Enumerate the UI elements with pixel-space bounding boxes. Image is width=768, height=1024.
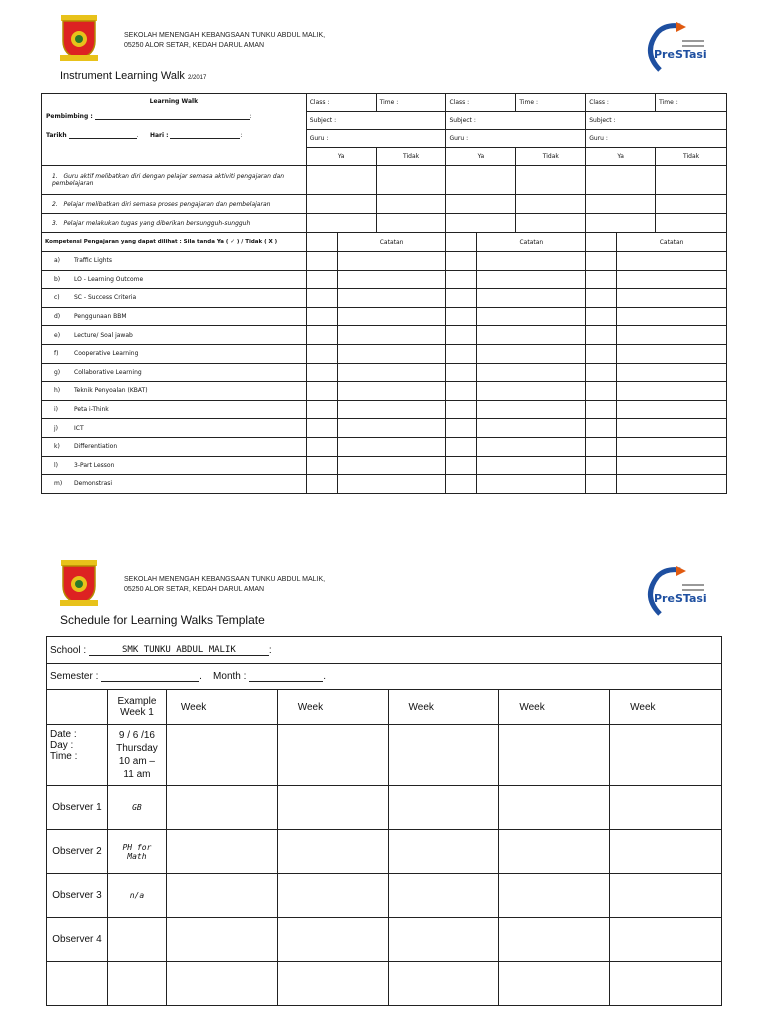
competency-letter: g): [54, 368, 61, 376]
ya-cell[interactable]: [586, 475, 617, 494]
competency-label: ICT: [74, 424, 84, 432]
school-colon: :: [268, 644, 272, 656]
observer-example: PH for Math: [107, 830, 166, 874]
hari-label: Hari :: [149, 132, 169, 139]
check-cell[interactable]: [656, 166, 727, 195]
ya-cell[interactable]: [446, 400, 477, 419]
catatan-cell[interactable]: [617, 289, 727, 308]
svg-text:PreSTasi: PreSTasi: [654, 592, 706, 605]
observer-label: Observer 4: [47, 918, 108, 962]
competency-row: [42, 252, 727, 271]
school-crest: [58, 15, 100, 61]
schedule-cell[interactable]: [166, 786, 277, 830]
ya-cell[interactable]: [446, 475, 477, 494]
schedule-cell[interactable]: [277, 874, 388, 918]
school-field[interactable]: SMK TUNKU ABDUL MALIK: [89, 645, 269, 656]
school-address: 05250 ALOR SETAR, KEDAH DARUL AMAN: [124, 42, 265, 49]
ya-cell[interactable]: [586, 344, 617, 363]
competency-row: [42, 382, 727, 401]
observer-example: n/a: [107, 874, 166, 918]
ya-cell[interactable]: [306, 382, 337, 401]
ya-cell[interactable]: [306, 475, 337, 494]
catatan-cell[interactable]: [617, 382, 727, 401]
competency-label: Differentiation: [74, 443, 118, 451]
catatan-cell[interactable]: [617, 437, 727, 456]
ya-cell[interactable]: [586, 419, 617, 438]
example-date-cell: [107, 725, 166, 786]
ya-cell[interactable]: [446, 326, 477, 345]
ya-cell[interactable]: [586, 400, 617, 419]
catatan-header-2: Catatan: [477, 233, 586, 252]
check-cell[interactable]: [586, 214, 656, 233]
catatan-cell[interactable]: [617, 363, 727, 382]
school-crest: [58, 560, 100, 606]
schedule-cell[interactable]: [610, 962, 722, 1006]
catatan-cell[interactable]: [617, 475, 727, 494]
schedule-cell[interactable]: [277, 830, 388, 874]
observer-example: GB: [107, 786, 166, 830]
catatan-cell[interactable]: [337, 419, 446, 438]
ya-cell[interactable]: [446, 344, 477, 363]
observer-label: Observer 3: [47, 874, 108, 918]
month-dot: .: [323, 671, 326, 682]
catatan-cell[interactable]: [337, 326, 446, 345]
catatan-cell[interactable]: [477, 419, 586, 438]
schedule-cell[interactable]: [277, 786, 388, 830]
check-cell[interactable]: [586, 195, 656, 214]
schedule-cell[interactable]: [166, 830, 277, 874]
competency-row: [42, 475, 727, 494]
day-label: Day :: [50, 740, 74, 751]
hari-colon: :: [240, 132, 243, 139]
pembimbing-colon: :: [249, 113, 252, 120]
ya-cell[interactable]: [586, 382, 617, 401]
schedule-cell[interactable]: [388, 786, 499, 830]
check-cell[interactable]: [446, 195, 516, 214]
ya-cell[interactable]: [446, 307, 477, 326]
page1-title: Instrument Learning Walk: [60, 70, 185, 82]
tarikh-dot: .: [136, 132, 139, 139]
week-header-5: Week: [610, 690, 722, 725]
competency-row: [42, 419, 727, 438]
schedule-cell[interactable]: [277, 918, 388, 962]
subject-cell-2[interactable]: Subject :: [446, 112, 586, 130]
competency-letter: f): [54, 350, 59, 358]
date-label: Date :: [50, 729, 77, 740]
catatan-cell[interactable]: [477, 400, 586, 419]
ya-cell[interactable]: [306, 437, 337, 456]
catatan-cell[interactable]: [617, 456, 727, 475]
catatan-cell[interactable]: [617, 344, 727, 363]
class-cell-1[interactable]: Class :: [306, 94, 376, 112]
observer-row: [47, 786, 722, 830]
ya-cell[interactable]: [446, 252, 477, 271]
tidak-header-1: Tidak: [376, 148, 446, 166]
check-cell[interactable]: [306, 214, 376, 233]
catatan-cell[interactable]: [477, 289, 586, 308]
guru-cell-1[interactable]: Guru :: [306, 130, 446, 148]
competency-row: [42, 270, 727, 289]
ya-cell[interactable]: [446, 363, 477, 382]
observer-row: [47, 918, 722, 962]
catatan-cell[interactable]: [477, 326, 586, 345]
ya-cell[interactable]: [306, 363, 337, 382]
catatan-cell[interactable]: [337, 344, 446, 363]
tarikh-label: Tarikh: [46, 132, 67, 139]
ya-cell[interactable]: [306, 252, 337, 271]
school-address: 05250 ALOR SETAR, KEDAH DARUL AMAN: [124, 586, 265, 593]
tidak-header-3: Tidak: [656, 148, 727, 166]
statement-text: Guru aktif melibatkan diri dengan pelajar semasa aktiviti pengajaran dan pembelajaran: [52, 173, 285, 187]
catatan-cell[interactable]: [337, 252, 446, 271]
observer-example: [107, 918, 166, 962]
statement-row: [42, 166, 727, 195]
competency-label: Demonstrasi: [74, 480, 113, 488]
schedule-table: [46, 636, 722, 1006]
schedule-cell[interactable]: [499, 874, 610, 918]
catatan-cell[interactable]: [337, 289, 446, 308]
week-header-4: Week: [499, 690, 610, 725]
school-name: SEKOLAH MENENGAH KEBANGSAAN TUNKU ABDUL MALIK,: [124, 32, 326, 39]
observer-label: Observer 1: [47, 786, 108, 830]
catatan-cell[interactable]: [617, 419, 727, 438]
ya-cell[interactable]: [306, 270, 337, 289]
catatan-cell[interactable]: [337, 400, 446, 419]
ya-cell[interactable]: [586, 363, 617, 382]
check-cell[interactable]: [516, 195, 586, 214]
tidak-header-2: Tidak: [516, 148, 586, 166]
competency-row: [42, 437, 727, 456]
schedule-cell[interactable]: [610, 874, 722, 918]
competency-label: Peta i-Think: [74, 406, 109, 414]
check-cell[interactable]: [376, 166, 446, 195]
catatan-cell[interactable]: [617, 270, 727, 289]
schedule-cell[interactable]: [499, 830, 610, 874]
semester-field[interactable]: [101, 681, 199, 682]
page2-title: Schedule for Learning Walks Template: [60, 613, 265, 627]
ya-cell[interactable]: [586, 289, 617, 308]
schedule-cell[interactable]: [610, 830, 722, 874]
competency-label: Penggunaan BBM: [74, 313, 127, 321]
catatan-cell[interactable]: [617, 326, 727, 345]
check-cell[interactable]: [446, 166, 516, 195]
hari-field[interactable]: [170, 138, 240, 139]
empty-cell[interactable]: [107, 962, 166, 1006]
competency-label: Lecture/ Soal jawab: [74, 331, 133, 339]
example-time-start: 10 am –: [118, 756, 155, 767]
catatan-cell[interactable]: [477, 475, 586, 494]
corner-cell: [47, 690, 108, 725]
check-cell[interactable]: [586, 166, 656, 195]
statement-row: [42, 214, 727, 233]
month-label: Month :: [213, 671, 247, 682]
example-week-header: Example Week 1: [107, 690, 166, 725]
ya-cell[interactable]: [446, 437, 477, 456]
ya-cell[interactable]: [446, 419, 477, 438]
semester-label: Semester :: [50, 671, 99, 682]
catatan-header-1: Catatan: [337, 233, 446, 252]
ya-cell[interactable]: [586, 456, 617, 475]
check-cell[interactable]: [656, 195, 727, 214]
time-label: Time :: [50, 751, 78, 762]
catatan-cell[interactable]: [477, 307, 586, 326]
ya-cell[interactable]: [586, 326, 617, 345]
ya-cell[interactable]: [306, 233, 337, 252]
ya-cell[interactable]: [586, 307, 617, 326]
subject-cell-3[interactable]: Subject :: [586, 112, 727, 130]
ya-cell[interactable]: [306, 419, 337, 438]
catatan-cell[interactable]: [617, 400, 727, 419]
competency-label: 3-Part Lesson: [74, 461, 115, 469]
catatan-cell[interactable]: [477, 270, 586, 289]
catatan-cell[interactable]: [477, 437, 586, 456]
catatan-cell[interactable]: [337, 270, 446, 289]
ya-cell[interactable]: [586, 437, 617, 456]
schedule-cell[interactable]: [499, 962, 610, 1006]
competency-row: [42, 344, 727, 363]
schedule-cell[interactable]: [388, 725, 499, 786]
schedule-cell[interactable]: [166, 874, 277, 918]
guru-cell-3[interactable]: Guru :: [586, 130, 727, 148]
ya-header-3: Ya: [586, 148, 656, 166]
ya-cell[interactable]: [306, 326, 337, 345]
schedule-cell[interactable]: [610, 918, 722, 962]
ya-header-2: Ya: [446, 148, 516, 166]
competency-label: Collaborative Learning: [74, 368, 142, 376]
schedule-cell[interactable]: [610, 725, 722, 786]
guru-cell-2[interactable]: Guru :: [446, 130, 586, 148]
learning-walk-table: [41, 93, 727, 494]
observer-label: Observer 2: [47, 830, 108, 874]
competency-row: [42, 400, 727, 419]
week-header-3: Week: [388, 690, 499, 725]
example-day: Thursday: [116, 743, 158, 754]
schedule-cell[interactable]: [499, 786, 610, 830]
competency-letter: a): [54, 257, 61, 265]
catatan-cell[interactable]: [337, 363, 446, 382]
example-time-end: 11 am: [123, 769, 151, 780]
ya-header-1: Ya: [306, 148, 376, 166]
semester-dot: .: [199, 671, 202, 682]
schedule-cell[interactable]: [499, 725, 610, 786]
schedule-cell[interactable]: [277, 962, 388, 1006]
catatan-cell[interactable]: [337, 475, 446, 494]
statement-number: 2.: [52, 200, 58, 208]
statement-row: [42, 195, 727, 214]
catatan-cell[interactable]: [337, 456, 446, 475]
week-header-2: Week: [277, 690, 388, 725]
competency-label: Teknik Penyoalan (KBAT): [74, 387, 148, 395]
date-day-time-label: [47, 725, 108, 786]
page1-title-suffix: 2/2017: [188, 75, 207, 81]
schedule-cell[interactable]: [166, 918, 277, 962]
catatan-cell[interactable]: [337, 307, 446, 326]
competency-letter: e): [54, 331, 61, 339]
catatan-header-3: Catatan: [617, 233, 727, 252]
statement-text: Pelajar melakukan tugas yang diberikan bersungguh-sungguh: [63, 219, 251, 227]
schedule-cell[interactable]: [166, 725, 277, 786]
ya-cell[interactable]: [306, 400, 337, 419]
catatan-cell[interactable]: [337, 437, 446, 456]
catatan-cell[interactable]: [477, 363, 586, 382]
ya-cell[interactable]: [446, 270, 477, 289]
schedule-cell[interactable]: [166, 962, 277, 1006]
schedule-cell[interactable]: [388, 830, 499, 874]
competency-row: [42, 326, 727, 345]
ya-cell[interactable]: [306, 289, 337, 308]
check-cell[interactable]: [376, 214, 446, 233]
competency-row: [42, 456, 727, 475]
competency-letter: j): [54, 424, 59, 432]
ya-cell[interactable]: [586, 252, 617, 271]
ya-cell[interactable]: [446, 456, 477, 475]
competency-letter: c): [54, 294, 60, 302]
competency-label: LO - Learning Outcome: [74, 275, 144, 283]
competency-row: [42, 363, 727, 382]
competency-label: SC - Success Criteria: [74, 294, 137, 302]
check-cell[interactable]: [446, 214, 516, 233]
statement-number: 3.: [52, 219, 58, 227]
catatan-cell[interactable]: [477, 382, 586, 401]
time-cell-2[interactable]: Time :: [516, 94, 586, 112]
ya-cell[interactable]: [306, 307, 337, 326]
time-cell-3[interactable]: Time :: [656, 94, 727, 112]
example-date: 9 / 6 /16: [118, 730, 155, 741]
ya-cell[interactable]: [446, 289, 477, 308]
check-cell[interactable]: [376, 195, 446, 214]
schedule-cell[interactable]: [499, 918, 610, 962]
class-cell-3[interactable]: Class :: [586, 94, 656, 112]
competency-letter: l): [54, 461, 59, 469]
empty-cell[interactable]: [47, 962, 108, 1006]
schedule-cell[interactable]: [610, 786, 722, 830]
competency-heading: Kompetensi Pengajaran yang dapat dilihat : Sila tanda Ya ( ✓ ) / Tidak ( X ): [42, 233, 307, 252]
catatan-cell[interactable]: [337, 382, 446, 401]
competency-letter: h): [54, 387, 61, 395]
schedule-cell[interactable]: [388, 874, 499, 918]
pembimbing-field[interactable]: [95, 119, 250, 120]
subject-cell-1[interactable]: Subject :: [306, 112, 446, 130]
schedule-cell[interactable]: [388, 962, 499, 1006]
statement-number: 1.: [52, 173, 58, 180]
ya-cell[interactable]: [586, 270, 617, 289]
pembimbing-label: Pembimbing :: [46, 113, 93, 120]
svg-text:PreSTasi: PreSTasi: [654, 48, 706, 61]
ya-cell[interactable]: [446, 382, 477, 401]
statement-text: Pelajar melibatkan diri semasa proses pengajaran dan pembelajaran: [63, 200, 271, 208]
class-cell-2[interactable]: Class :: [446, 94, 516, 112]
time-cell-1[interactable]: Time :: [376, 94, 446, 112]
competency-row: [42, 307, 727, 326]
form-heading: Learning Walk: [149, 98, 199, 105]
catatan-cell[interactable]: [617, 252, 727, 271]
schedule-cell[interactable]: [277, 725, 388, 786]
ya-cell[interactable]: [306, 456, 337, 475]
schedule-cell[interactable]: [388, 918, 499, 962]
month-field[interactable]: [249, 681, 323, 682]
catatan-cell[interactable]: [617, 307, 727, 326]
competency-label: Cooperative Learning: [74, 350, 139, 358]
ya-cell[interactable]: [586, 233, 617, 252]
school-label: School :: [50, 644, 87, 656]
competency-label: Traffic Lights: [74, 257, 113, 265]
observer-row: [47, 830, 722, 874]
catatan-cell[interactable]: [477, 344, 586, 363]
catatan-cell[interactable]: [477, 252, 586, 271]
competency-row: [42, 289, 727, 308]
check-cell[interactable]: [656, 214, 727, 233]
competency-letter: i): [54, 406, 59, 414]
observer-row: [47, 874, 722, 918]
prestasi-logo: [640, 566, 706, 616]
competency-letter: b): [54, 275, 61, 283]
check-cell[interactable]: [306, 166, 376, 195]
competency-letter: m): [54, 480, 63, 488]
tarikh-field[interactable]: [69, 138, 137, 139]
ya-cell[interactable]: [446, 233, 477, 252]
catatan-cell[interactable]: [477, 456, 586, 475]
school-name: SEKOLAH MENENGAH KEBANGSAAN TUNKU ABDUL MALIK,: [124, 576, 326, 583]
competency-letter: d): [54, 313, 61, 321]
prestasi-logo: [640, 22, 706, 72]
check-cell[interactable]: [516, 166, 586, 195]
ya-cell[interactable]: [306, 344, 337, 363]
competency-letter: k): [54, 443, 60, 451]
week-header-1: Week: [166, 690, 277, 725]
check-cell[interactable]: [306, 195, 376, 214]
check-cell[interactable]: [516, 214, 586, 233]
